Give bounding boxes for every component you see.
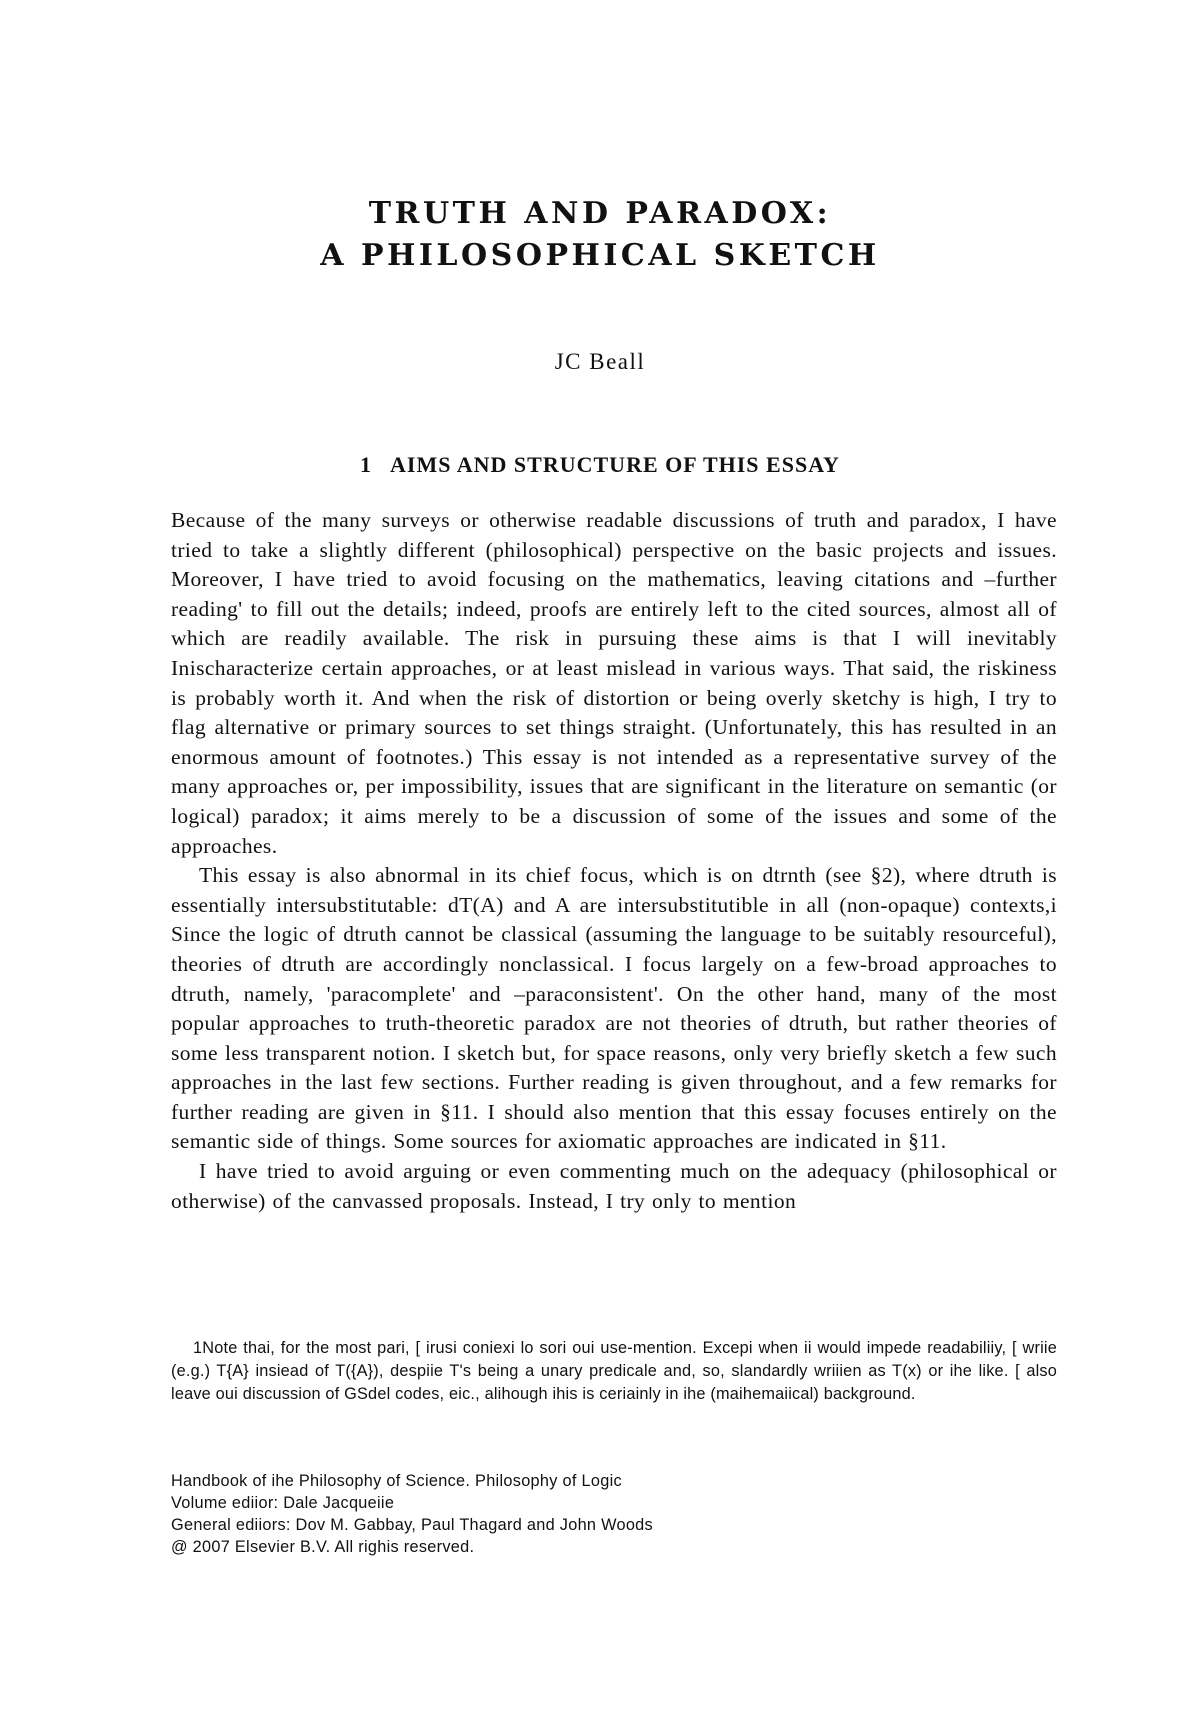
- imprint-volume-editor: Volume ediior: Dale Jacqueiie: [171, 1494, 395, 1512]
- section-number: 1: [360, 452, 373, 477]
- title-line-2: A PHILOSOPHICAL SKETCH: [320, 238, 880, 273]
- section-heading: [0, 452, 1200, 478]
- author-name: JC Beall: [554, 349, 646, 374]
- imprint-copyright: @ 2007 Elsevier B.V. All righis reserved.: [171, 1538, 475, 1556]
- imprint-handbook: Handbook of ihe Philosophy of Science. Philosophy of Logic: [171, 1472, 622, 1490]
- paper-title: [0, 193, 1200, 277]
- body-text: [171, 506, 1057, 1216]
- paragraph-1: Because of the many surveys or otherwise readable discussions of truth and paradox, I have tried to take a slightly different (philosophical) perspective on the basic projects and issues. Moreover, I have tried to avoid focusing on the mathematics, leaving citations and –further reading' to fill out the details; indeed, proofs are entirely left to the cited sources, almost all of which are readily available. The risk in pursuing these aims is that I will inevitably Inischaracterize certain approaches, or at least mislead in various ways. That said, the riskiness is probably worth it. And when the risk of distortion or being overly sketchy is high, I try to flag alternative or primary sources to set things straight. (Unfortunately, this has resulted in an enormous amount of footnotes.) This essay is not intended as a representative survey of the many approaches or, per impossibility, issues that are significant in the literature on semantic (or logical) paradox; it aims merely to be a discussion of some of the issues and some of the approaches.: [171, 508, 1057, 858]
- footnote-1: 1Note thai, for the most pari, [ irusi coniexi lo sori oui use-mention. Excepi when ii would impede readabiliiy, [ wriie (e.g.) T{A} insiead of T({A}), despiie T's being a unary predicale and, so, slandardly wriiien as T(x) or ihe like. [ also leave oui discussion of GSdel codes, eic., alihough ihis is ceriainly in ihe (maihemaiical) background.: [171, 1339, 1057, 1403]
- title-line-1: TRUTH AND PARADOX:: [368, 196, 832, 231]
- publication-imprint: [171, 1470, 1057, 1558]
- section-title: AIMS AND STRUCTURE OF THIS ESSAY: [390, 452, 840, 477]
- imprint-general-editors: General ediiors: Dov M. Gabbay, Paul Thagard and John Woods: [171, 1516, 653, 1534]
- paragraph-2: This essay is also abnormal in its chief focus, which is on dtrnth (see §2), where dtruth is essentially intersubstitutable: dT(A) and A are intersubstitutible in all (non-opaque) contexts,i Since the logic of dtruth cannot be classical (assuming the language to be suitably resourceful), theories of dtruth are accordingly nonclassical. I focus largely on a few-broad approaches to dtruth, namely, 'paracomplete' and –paraconsistent'. On the other hand, many of the most popular approaches to truth-theoretic paradox are not theories of dtruth, but rather theories of some less transparent notion. I sketch but, for space reasons, only very briefly sketch a few such approaches in the last few sections. Further reading is given throughout, and a few remarks for further reading are given in §11. I should also mention that this essay focuses entirely on the semantic side of things. Some sources for axiomatic approaches are indicated in §11.: [171, 863, 1057, 1154]
- paragraph-3: I have tried to avoid arguing or even commenting much on the adequacy (philosophical or otherwise) of the canvassed proposals. Instead, I try only to mention: [171, 1159, 1057, 1213]
